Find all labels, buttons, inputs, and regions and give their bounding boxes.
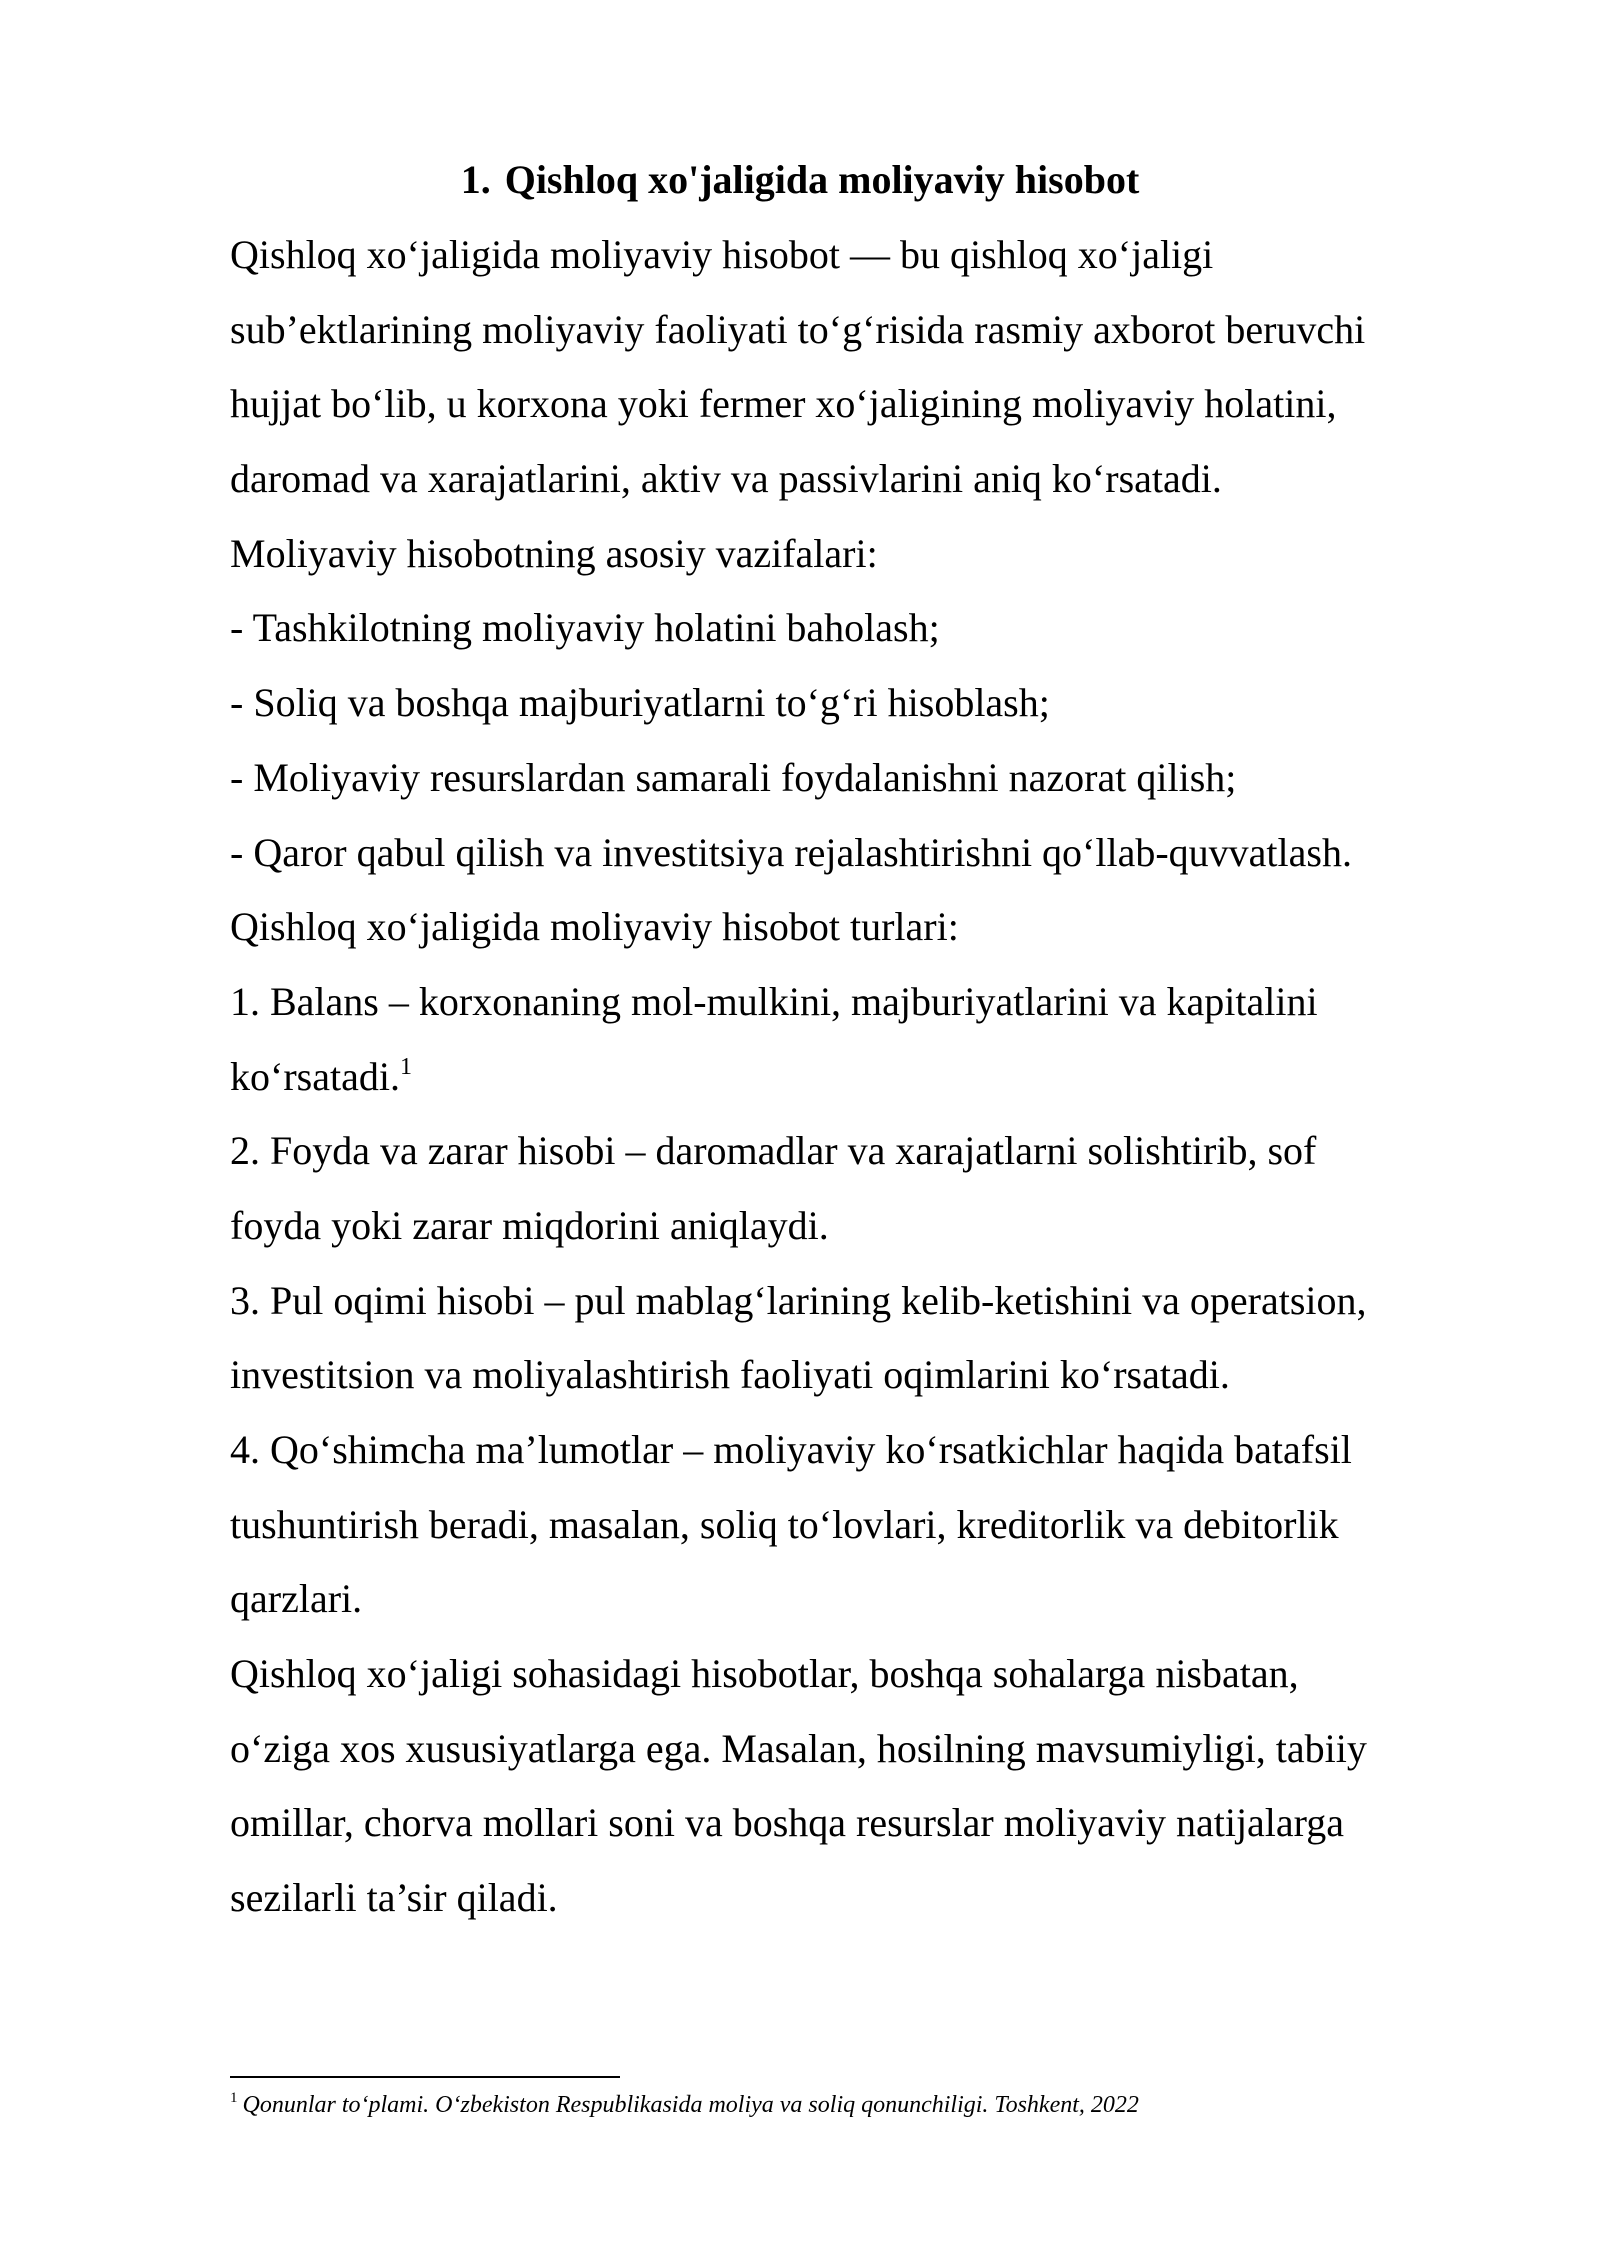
text-line: Qishloq xo‘jaligida moliyaviy hisobot turlari: — [230, 904, 959, 950]
text-line: sub’ektlarining moliyaviy faoliyati to‘g‘risida rasmiy axborot beruvchi — [230, 306, 1366, 352]
text-line: Qishloq xo‘jaligida moliyaviy hisobot — bu qishloq xo‘jaligi — [230, 232, 1214, 277]
footnote-mark: 1 — [230, 2090, 238, 2106]
list-item: - Soliq va boshqa majburiyatlarni to‘g‘ri hisoblash; — [230, 680, 1050, 726]
list-item: 2. Foyda va zarar hisobi – daromadlar va xarajatlarni solishtirib, sof — [230, 1128, 1317, 1174]
text-line: Qishloq xo‘jaligi sohasidagi hisobotlar, boshqa sohalarga nisbatan, — [230, 1651, 1299, 1697]
text-line: Moliyaviy hisobotning asosiy vazifalari: — [230, 530, 878, 576]
section-title: Qishloq xo'jaligida moliyaviy hisobot — [504, 157, 1140, 202]
list-item: - Moliyaviy resurslardan samarali foydalanishni nazorat qilish; — [230, 754, 1237, 800]
text-line: o‘ziga xos xususiyatlarga ega. Masalan, hosilning mavsumiyligi, tabiiy — [230, 1725, 1367, 1771]
text-line: sezilarli ta’sir qiladi. — [230, 1875, 558, 1921]
footnote — [230, 2088, 1139, 2125]
list-item: 1. Balans – korxonaning mol-mulkini, majburiyatlarini va kapitalini — [230, 978, 1318, 1024]
text-line: qarzlari. — [230, 1576, 363, 1622]
text-fragment: ko‘rsatadi. — [230, 1053, 400, 1099]
footnote-text: Qonunlar to‘plami. O‘zbekiston Respublikasida moliya va soliq qonunchiligi. Toshkent, 2022 — [242, 2092, 1139, 2118]
text-line: daromad va xarajatlarini, aktiv va passivlarini aniq ko‘rsatadi. — [230, 456, 1222, 502]
footnote-reference[interactable]: 1 — [399, 1053, 412, 1080]
text-line: investitsion va moliyalashtirish faoliyati oqimlarini ko‘rsatadi. — [230, 1352, 1230, 1398]
list-item: 3. Pul oqimi hisobi – pul mablag‘larining kelib-ketishini va operatsion, — [230, 1277, 1367, 1323]
section-number: 1. — [460, 157, 491, 202]
footnote-separator — [230, 2076, 620, 2078]
body-text — [230, 218, 1470, 1936]
section-heading — [0, 150, 1600, 210]
text-line: foyda yoki zarar miqdorini aniqlaydi. — [230, 1202, 829, 1248]
text-line: omillar, chorva mollari soni va boshqa resurslar moliyaviy natijalarga — [230, 1800, 1345, 1846]
text-line: hujjat bo‘lib, u korxona yoki fermer xo‘jaligining moliyaviy holatini, — [230, 381, 1337, 427]
list-item: - Qaror qabul qilish va investitsiya rejalashtirishni qo‘llab-quvvatlash. — [230, 829, 1352, 875]
text-line: tushuntirish beradi, masalan, soliq to‘lovlari, kreditorlik va debitorlik — [230, 1501, 1339, 1547]
list-item: 4. Qo‘shimcha ma’lumotlar – moliyaviy ko‘rsatkichlar haqida batafsil — [230, 1427, 1352, 1472]
text-line — [230, 1040, 1470, 1115]
list-item: - Tashkilotning moliyaviy holatini baholash; — [230, 605, 940, 651]
